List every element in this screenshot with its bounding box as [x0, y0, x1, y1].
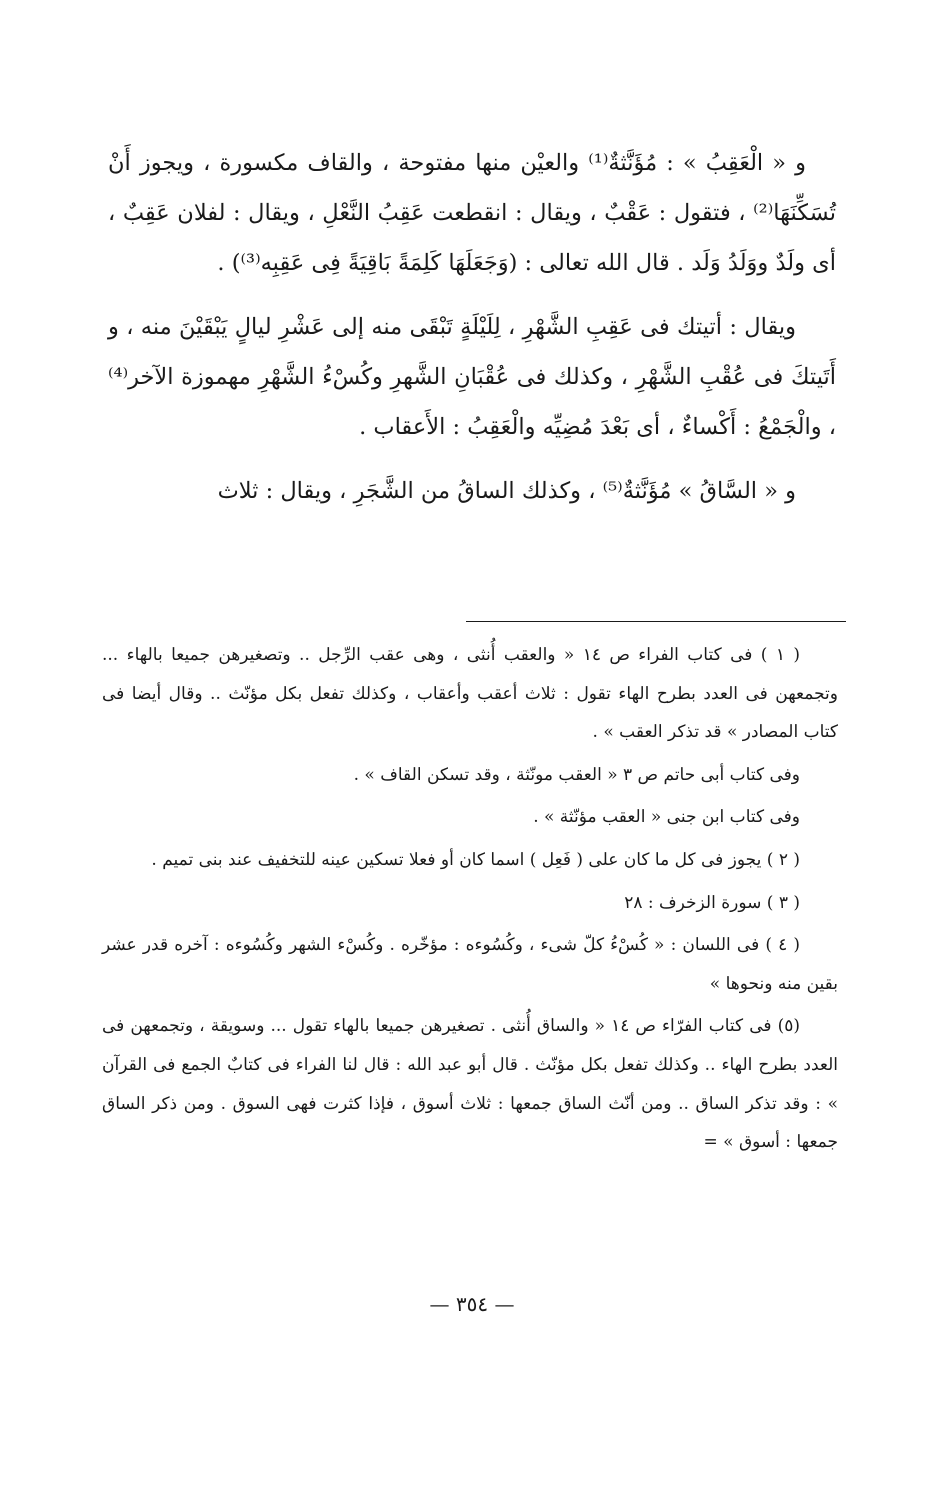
- paragraph-saq: و « السَّاقُ » مُؤَنَّثةٌ⁽⁵⁾ ، وكذلك الساقُ من الشَّجَرِ ، ويقال : ثلاث: [217, 478, 796, 504]
- page-number: — ٣٥٤ —: [429, 1292, 515, 1316]
- main-text-block: [108, 138, 836, 516]
- footnote-divider: [466, 621, 846, 622]
- footnote-1-abu-hatim: وفى كتاب أبى حاتم ص ٣ « العقب مونّثة ، وقد تسكن القاف » .: [353, 764, 800, 785]
- footnote-5: (٥) فى كتاب الفرّاء ص ١٤ « والساق أُنثى . تصغيرهن جميعا بالهاء تقول ... وسويقة ، وتجمعهن فى العدد بطرح الهاء .. وكذلك تفعل بكل مؤنّث . قال أبو عبد الله : قال لنا الفراء فى كتابٌ الجمع فى القرآن » : وقد تذكر الساق .. ومن أنّث الساق جمعها : ثلاث أسوق ، فإذا كثرت فهى السوق . ومن ذكر الساق جمعها : أسوق » =: [102, 1016, 838, 1153]
- footnote-1-ibn-jinni: وفى كتاب ابن جنى « العقب مؤنّثة » .: [533, 807, 800, 828]
- footnote-3: ( ٣ ) سورة الزخرف : ٢٨: [624, 892, 800, 913]
- footnote-2: ( ٢ ) يجوز فى كل ما كان على ( فَعِل ) اسما كان أو فعلا تسكين عينه للتخفيف عند بنى تميم .: [151, 849, 800, 870]
- footnotes-block: [102, 636, 838, 1166]
- footnote-4: ( ٤ ) فى اللسان : « كُسْءُ كلّ شىء ، وكُسُوءه : مؤخّره . وكُسْء الشهر وكُسُوءه : آخره قدر عشر بقين منه ونحوها »: [102, 935, 838, 994]
- paragraph-aqib: و « الْعَقِبُ » : مُؤَنَّثةٌ⁽¹⁾ والعيْن منها مفتوحة ، والقاف مكسورة ، ويجوز أَنْ تُسَكِّنَهَا⁽²⁾ ، فتقول : عَقْبٌ ، ويقال : انقطعت عَقِبُ النَّعْلِ ، ويقال : لفلان عَقِبٌ ، أى ولَدٌ ووَلَدُ وَلَد . قال الله تعالى : (وَجَعَلَهَا كَلِمَةً بَاقِيَةً فِى عَقِبِه⁽³⁾) .: [108, 150, 836, 276]
- paragraph-aqib-shahr: ويقال : أتيتك فى عَقِبِ الشَّهْرِ ، لِلَيْلَةٍ تَبْقَى منه إلى عَشْرِ ليالٍ يَبْقَيْنَ منه ، و أَتَيتكَ فى عُقْبِ الشَّهْرِ ، وكذلك فى عُقْبَانِ الشَّهرِ وكُسْءُ الشَّهْرِ مهموزة الآخر⁽⁴⁾ ، والْجَمْعُ : أَكْساءٌ ، أى بَعْدَ مُضِيِّه والْعَقِبُ : الأَعقاب .: [108, 314, 836, 440]
- footnote-1: ( ١ ) فى كتاب الفراء ص ١٤ « والعقب أُنثى ، وهى عقب الرِّجل .. وتصغيرهن جميعا بالهاء ... وتجمعهن فى العدد بطرح الهاء تقول : ثلاث أعقب وأعقاب ، وكذلك تفعل بكل مؤنّث .. وقال أيضا فى كتاب المصادر » قد تذكر العقب » .: [102, 645, 838, 743]
